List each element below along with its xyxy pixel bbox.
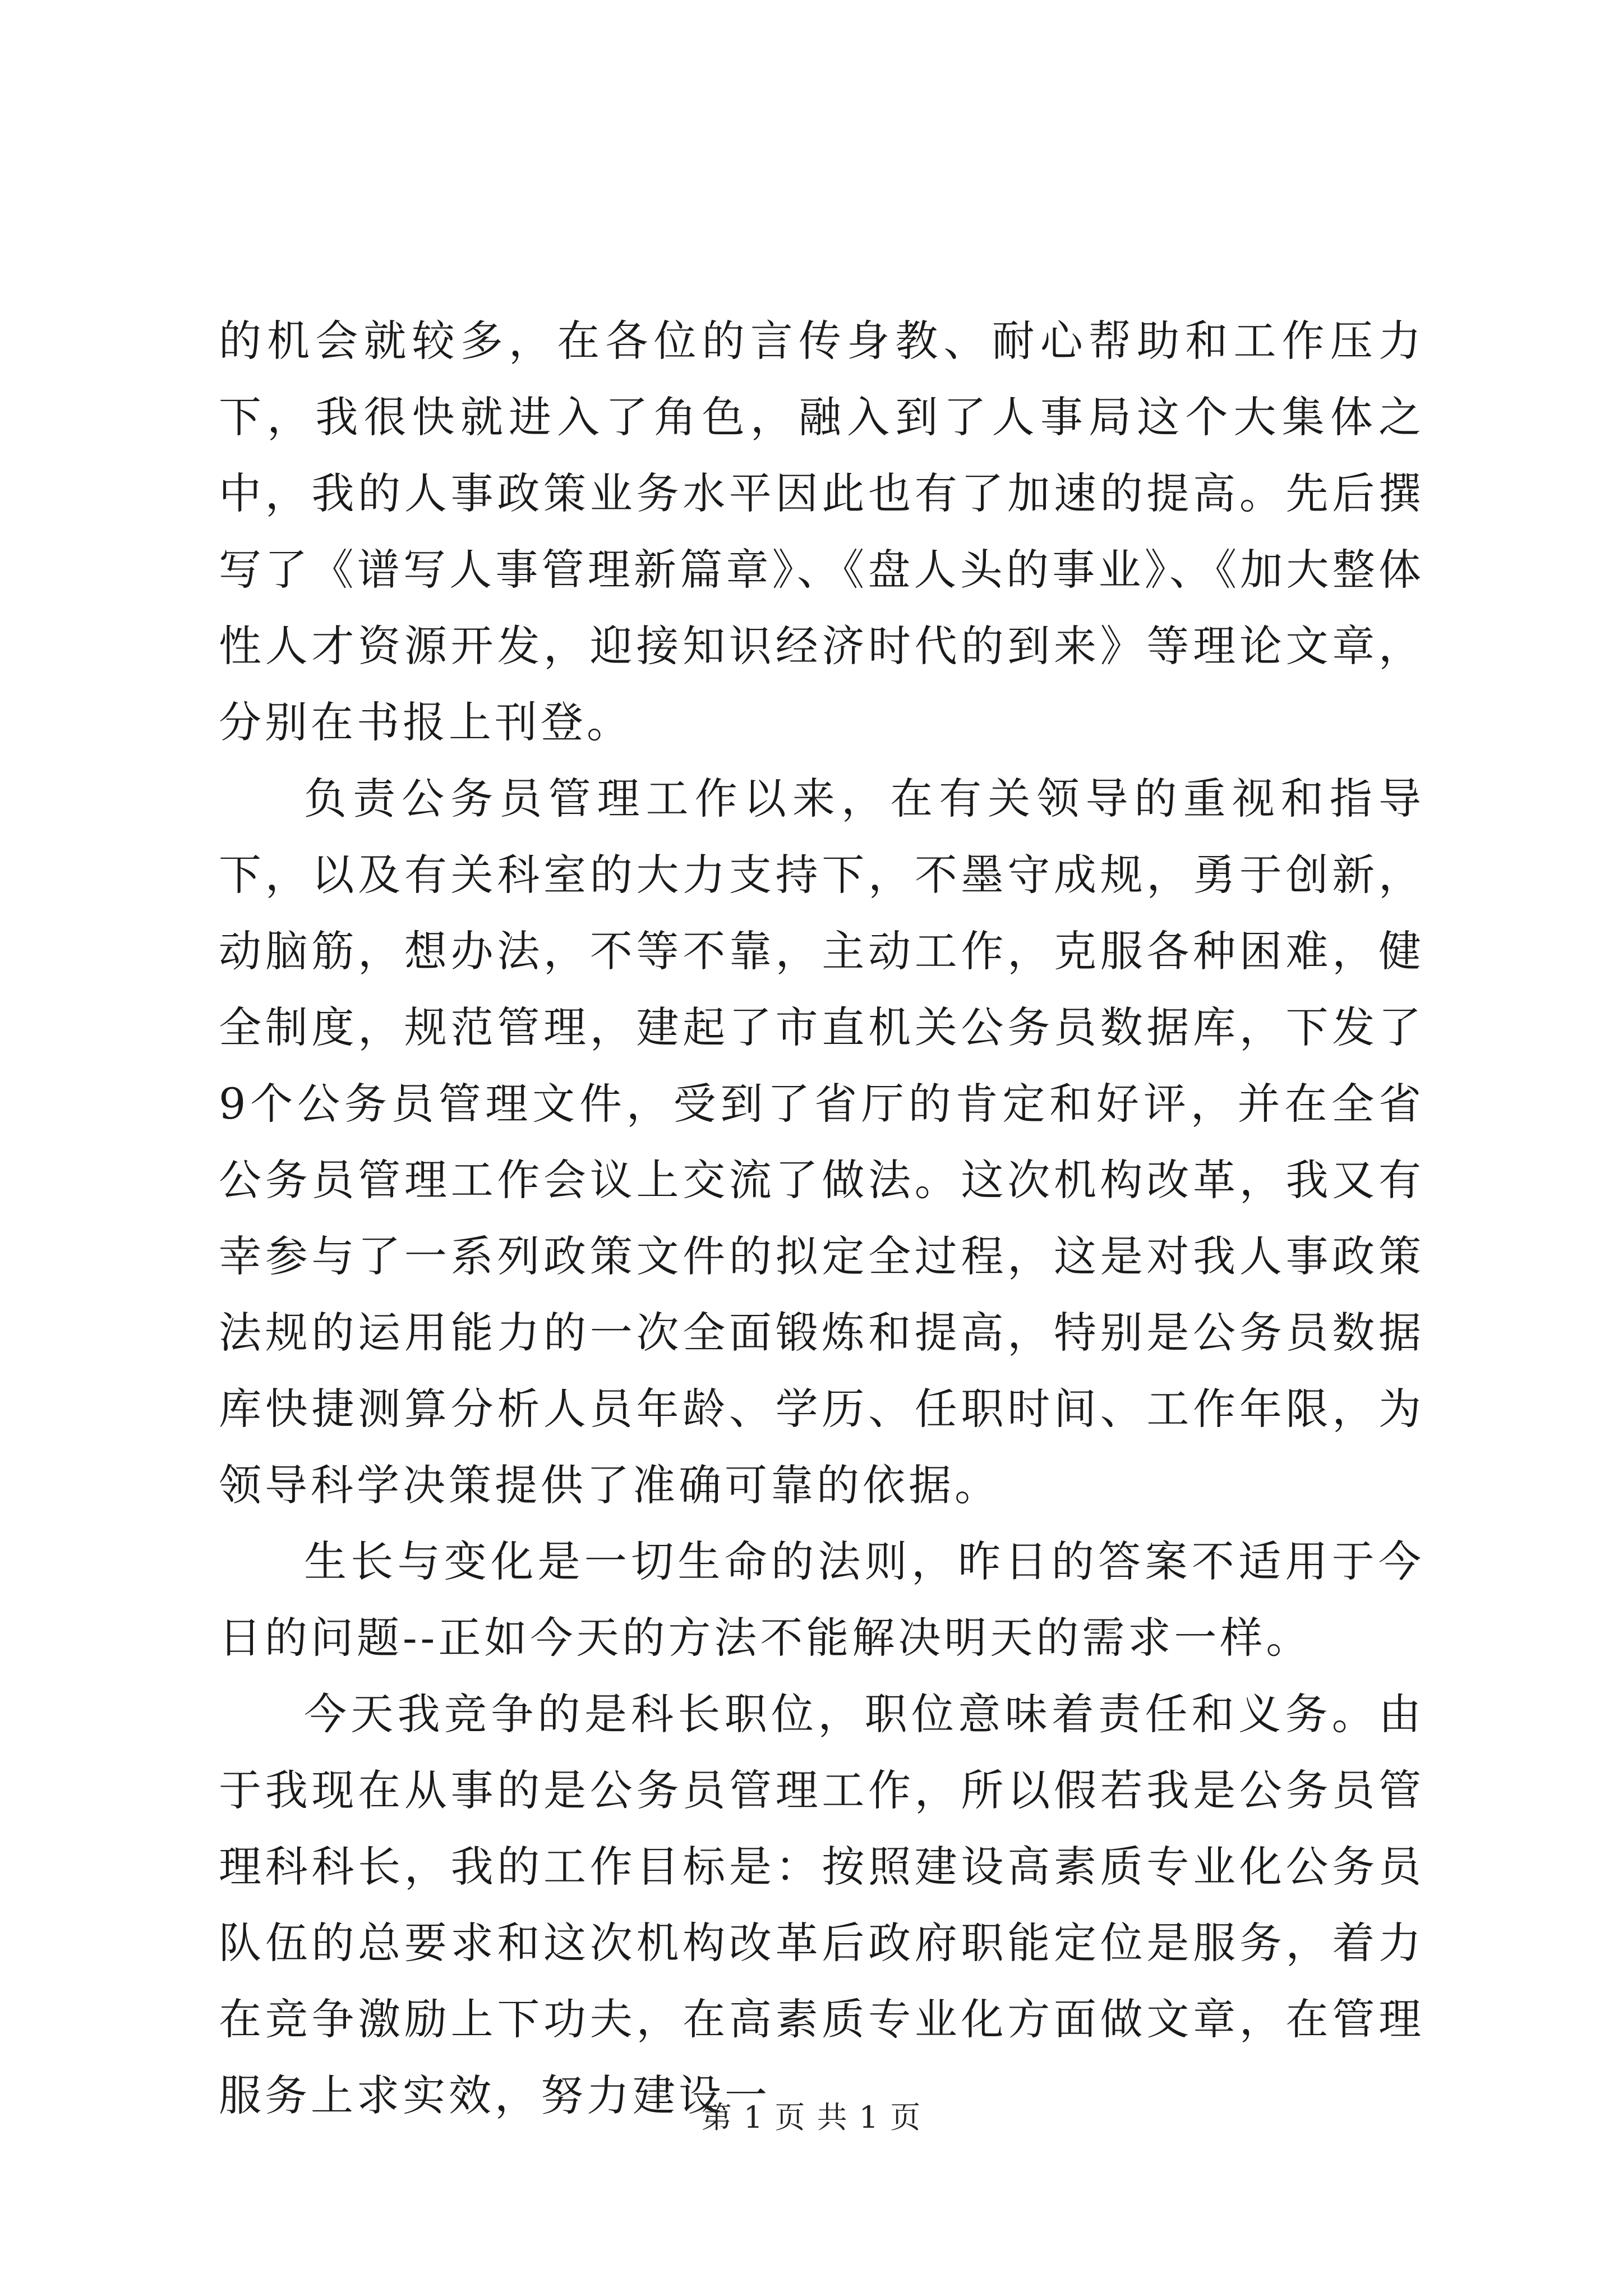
paragraph-3: 生长与变化是一切生命的法则，昨日的答案不适用于今日的问题--正如今天的方法不能解决明天的需求一样。 (219, 1536, 1424, 1663)
paragraph-2: 负责公务员管理工作以来，在有关领导的重视和指导下，以及有关科室的大力支持下，不墨守成规，勇于创新，动脑筋，想办法，不等不靠，主动工作，克服各种困难，健全制度，规范管理，建起了市直机关公务员数据库，下发了9个公务员管理文件，受到了省厅的肯定和好评，并在全省公务员管理工作会议上交流了做法。这次机构改革，我又有幸参与了一系列政策文件的拟定全过程，这是对我人事政策法规的运用能力的一次全面锻炼和提高，特别是公务员数据库快捷测算分析人员年龄、学历、任职时间、工作年限，为领导科学决策提供了准确可靠的依据。 (219, 774, 1424, 1510)
paragraph-4: 今天我竞争的是科长职位，职位意味着责任和义务。由于我现在从事的是公务员管理工作，所以假若我是公务员管理科科长，我的工作目标是：按照建设高素质专业化公务员队伍的总要求和这次机构改革后政府职能定位是服务，着力在竞争激励上下功夫，在高素质专业化方面做文章，在管理服务上求实效，努力建设一 (219, 1689, 1424, 2120)
paragraph-1: 的机会就较多，在各位的言传身教、耐心帮助和工作压力下，我很快就进入了角色，融入到了人事局这个大集体之中，我的人事政策业务水平因此也有了加速的提高。先后撰写了《谱写人事管理新篇章》、《盘人头的事业》、《加大整体性人才资源开发，迎接知识经济时代的到来》等理论文章，分别在书报上刊登。 (219, 316, 1424, 747)
page-footer: 第 1 页 共 1 页 (701, 2100, 922, 2135)
document-body (219, 303, 1424, 2134)
